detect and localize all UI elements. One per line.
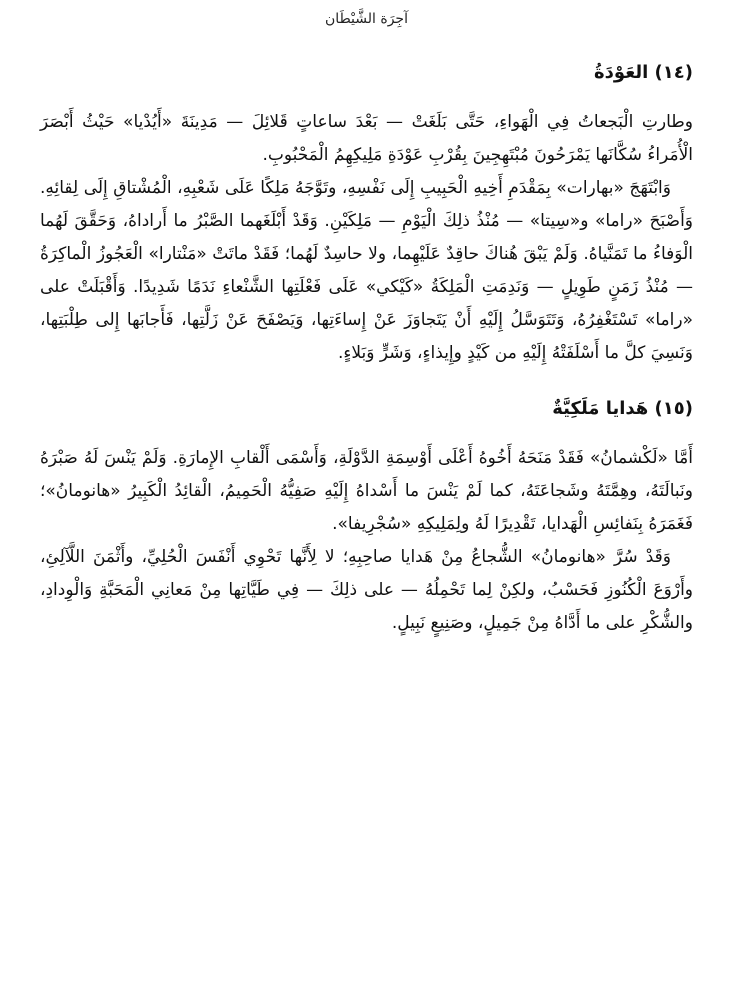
section-spacer (40, 370, 693, 394)
section-title: (١٥) هَدايا مَلَكِيَّةٌ (552, 398, 693, 419)
paragraph: أَمَّا «لَكْشمانُ» فَقَدْ مَنَحَهُ أَخُوهُ أَعْلَى أَوْسِمَةِ الدَّوْلَةِ، وَأَسْمَى أَلْقابِ الإِمارَةِ. وَلَمْ يَنْسَ لَهُ صَبْرَهُ ونَبالَتَهُ، وهِمَّتَهُ وشَجاعَتَهُ، كما لَمْ يَنْسَ ما أَسْداهُ إِلَيْهِ صَفِيُّهُ الْحَمِيمُ، الْقائِدُ الْكَبِيرُ «هانومانُ»؛ فَغَمَرَهُ بِنَفائِسِ الْهَدايا، تَقْدِيرًا لَهُ ولِمَلِيكِهِ «سُجْرِيفا». (40, 448, 693, 534)
page-content (40, 58, 693, 640)
paragraph: وطارتِ الْبَجعاتُ فِي الْهَواءِ، حَتَّى بَلَغَتْ — بَعْدَ ساعاتٍ قَلائِلَ — مَدِينَةَ «أَيُدْيا» حَيْثُ أَبْصَرَ الْأُمَراءُ سُكَّانَها يَمْرَحُونَ مُبْتَهِجِينَ بِقُرْبِ عَوْدَةِ مَلِيكِهِمُ الْمَحْبُوبِ. (40, 112, 693, 165)
paragraph: وَقَدْ سُرَّ «هانومانُ» الشُّجاعُ مِنْ هَدايا صاحِبِهِ؛ لا لِأَنَّها تَحْوِي أَنْفَسَ الْحُلِيِّ، وأَثْمَنَ اللَّآلِئِ، وأَرْوَعَ الْكُنُوزِ فَحَسْبُ، ولكِنْ لِما تَحْمِلُهُ — على ذلِكَ — فِي طَيَّاتِها مِنْ مَعانِي الْمَحَبَّةِ وَالْوِدادِ، والشُّكْرِ على ما أَدَّاهُ مِنْ جَمِيلٍ، وصَنِيعٍ نَبِيلٍ. (40, 547, 693, 633)
running-header: آجِرَة الشَّيْطَان (325, 11, 408, 27)
section-title: (١٤) العَوْدَةُ (594, 62, 693, 83)
section-14 (40, 58, 693, 370)
paragraph: وَابْتَهَجَ «بهارات» بِمَقْدَمِ أَخِيهِ الْحَبِيبِ إِلَى نَفْسِهِ، وتَوَّجَهُ مَلِكًا عَلَى شَعْبِهِ، الْمُشْتاقِ إِلَى لِقائِهِ. وَأَصْبَحَ «راما» و«سِيتا» — مُنْذُ ذلِكَ الْيَوْمِ — مَلِكَيْنِ. وَقَدْ أَبْلَغَهما الصَّبْرُ ما أَراداهُ، وَحَقَّقَ لَهُما الْوَفاءُ ما تَمَنَّياهُ. وَلَمْ يَبْقَ هُناكَ حاقِدٌ عَلَيْهِما، ولا حاسِدٌ لَهُما؛ فَقَدْ ماتَتْ «مَنْتارا» الْعَجُوزُ الْماكِرَةُ — مُنْذُ زَمَنٍ طَوِيلٍ — وَنَدِمَتِ الْمَلِكَةُ «كَيْكي» عَلَى فَعْلَتِها الشَّنْعاءِ نَدَمًا شَدِيدًا. وَأَقْبَلَتْ على «راما» تَسْتَغْفِرُهُ، وَتَتَوَسَّلُ إِلَيْهِ أَنْ يَتَجاوَزَ عَنْ إِساءَتِها، وَيَصْفَحَ عَنْ زَلَّتِها، فَأَجابَها إِلى طِلْبَتِها، وَنَسِيَ كلَّ ما أَسْلَفَتْهُ إِلَيْهِ من كَيْدٍ وإِيذاءٍ، وَشَرٍّ وَبَلاءٍ. (40, 178, 693, 363)
section-15 (40, 394, 693, 640)
